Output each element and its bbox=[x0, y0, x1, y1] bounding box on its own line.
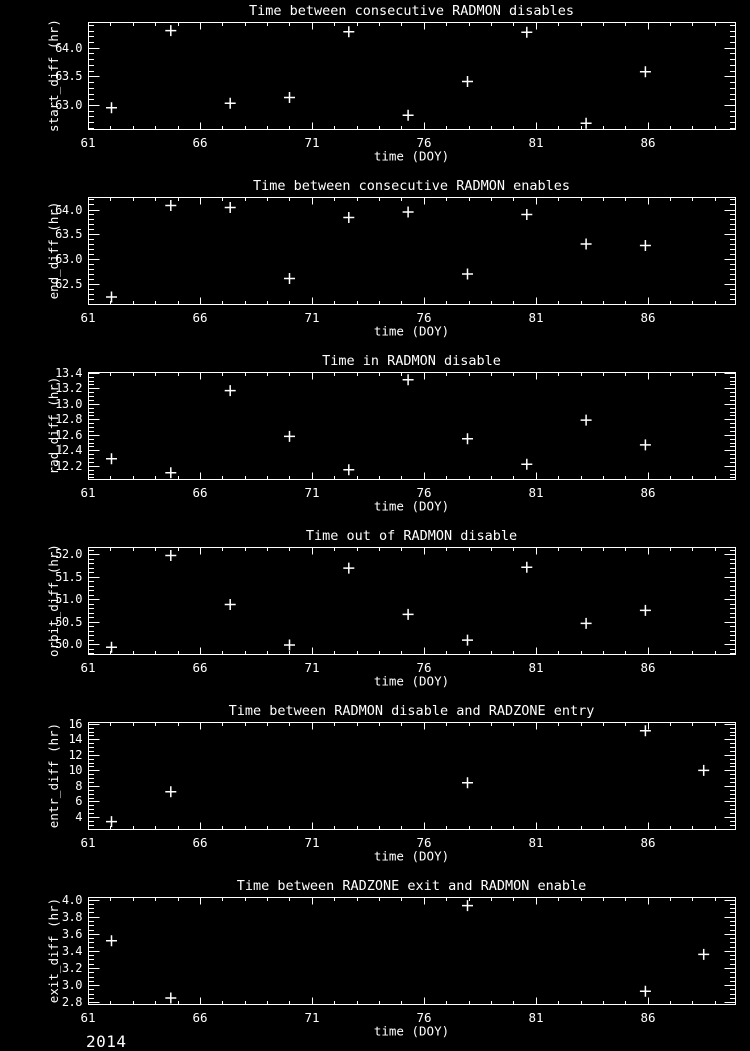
y-tick-label: 63.5 bbox=[55, 227, 82, 241]
y-axis-label: exit_diff (hr) bbox=[46, 897, 61, 1004]
x-tick-label: 66 bbox=[192, 135, 208, 150]
y-axis-label: end_diff (hr) bbox=[46, 201, 61, 300]
x-tick-label: 81 bbox=[528, 835, 544, 850]
x-axis-label: time (DOY) bbox=[373, 1023, 450, 1039]
plot-title: Time between RADZONE exit and RADMON enable bbox=[236, 878, 587, 894]
x-tick-label: 66 bbox=[192, 310, 208, 325]
y-tick-label: 3.4 bbox=[61, 944, 82, 958]
y-tick-label: 10 bbox=[68, 763, 82, 777]
x-tick-label: 61 bbox=[80, 310, 96, 325]
y-tick-label: 63.0 bbox=[55, 252, 82, 266]
x-tick-label: 86 bbox=[640, 485, 656, 500]
y-tick-label: 52.0 bbox=[55, 547, 82, 561]
axes-frame bbox=[89, 723, 736, 830]
scatter-panel-1 bbox=[0, 0, 750, 175]
y-tick-label: 3.8 bbox=[61, 910, 82, 924]
x-tick-label: 66 bbox=[192, 660, 208, 675]
y-axis-label: rad_diff (hr) bbox=[46, 376, 61, 475]
x-tick-label: 86 bbox=[640, 310, 656, 325]
y-tick-label: 51.0 bbox=[55, 592, 82, 606]
x-tick-label: 81 bbox=[528, 135, 544, 150]
data-points bbox=[106, 200, 651, 303]
y-tick-label: 12.4 bbox=[55, 443, 82, 457]
x-tick-label: 66 bbox=[192, 485, 208, 500]
x-axis-label: time (DOY) bbox=[373, 323, 450, 339]
x-tick-label: 71 bbox=[304, 1010, 320, 1025]
y-tick-label: 12 bbox=[68, 748, 82, 762]
scatter-panel-4 bbox=[0, 525, 750, 700]
plot-title: Time out of RADMON disable bbox=[305, 528, 518, 544]
x-tick-label: 76 bbox=[416, 835, 432, 850]
axes-frame bbox=[89, 23, 736, 130]
axes-frame bbox=[89, 373, 736, 480]
y-tick-label: 64.0 bbox=[55, 41, 82, 55]
y-tick-label: 12.8 bbox=[55, 412, 82, 426]
x-tick-label: 76 bbox=[416, 135, 432, 150]
y-tick-label: 51.5 bbox=[55, 570, 82, 584]
x-tick-label: 61 bbox=[80, 835, 96, 850]
x-tick-label: 61 bbox=[80, 1010, 96, 1025]
x-tick-label: 76 bbox=[416, 1010, 432, 1025]
year-label: 2014 bbox=[86, 1032, 127, 1051]
axes-frame bbox=[89, 898, 736, 1005]
x-tick-label: 81 bbox=[528, 485, 544, 500]
x-tick-label: 86 bbox=[640, 660, 656, 675]
x-tick-label: 71 bbox=[304, 310, 320, 325]
data-points bbox=[106, 725, 709, 827]
y-tick-label: 3.0 bbox=[61, 978, 82, 992]
y-tick-label: 63.0 bbox=[55, 98, 82, 112]
x-axis-label: time (DOY) bbox=[373, 848, 450, 864]
y-tick-label: 50.5 bbox=[55, 615, 82, 629]
y-tick-label: 6 bbox=[75, 794, 82, 808]
x-tick-label: 66 bbox=[192, 1010, 208, 1025]
data-points bbox=[106, 374, 651, 478]
data-points bbox=[106, 25, 651, 129]
x-tick-label: 76 bbox=[416, 310, 432, 325]
x-tick-label: 61 bbox=[80, 135, 96, 150]
x-tick-label: 71 bbox=[304, 135, 320, 150]
x-tick-label: 86 bbox=[640, 135, 656, 150]
y-tick-label: 12.6 bbox=[55, 428, 82, 442]
y-tick-label: 3.6 bbox=[61, 927, 82, 941]
y-axis-label: start_diff (hr) bbox=[46, 19, 61, 132]
x-tick-label: 86 bbox=[640, 835, 656, 850]
y-tick-label: 13.4 bbox=[55, 366, 82, 380]
x-axis-label: time (DOY) bbox=[373, 673, 450, 689]
y-tick-label: 3.2 bbox=[61, 961, 82, 975]
x-tick-label: 61 bbox=[80, 660, 96, 675]
data-points bbox=[106, 900, 709, 1003]
y-tick-label: 50.0 bbox=[55, 637, 82, 651]
x-tick-label: 71 bbox=[304, 835, 320, 850]
x-tick-label: 81 bbox=[528, 1010, 544, 1025]
x-tick-label: 81 bbox=[528, 310, 544, 325]
scatter-panel-5 bbox=[0, 700, 750, 875]
x-tick-label: 66 bbox=[192, 835, 208, 850]
scatter-panel-3 bbox=[0, 350, 750, 525]
y-tick-label: 13.2 bbox=[55, 381, 82, 395]
y-tick-label: 16 bbox=[68, 717, 82, 731]
x-axis-label: time (DOY) bbox=[373, 148, 450, 164]
x-tick-label: 76 bbox=[416, 485, 432, 500]
x-tick-label: 76 bbox=[416, 660, 432, 675]
y-axis-label: orbit_diff (hr) bbox=[46, 544, 61, 657]
x-tick-label: 71 bbox=[304, 485, 320, 500]
y-tick-label: 62.5 bbox=[55, 277, 82, 291]
data-points bbox=[106, 550, 651, 653]
x-axis-label: time (DOY) bbox=[373, 498, 450, 514]
y-tick-label: 4.0 bbox=[61, 893, 82, 907]
y-tick-label: 14 bbox=[68, 732, 82, 746]
x-tick-label: 86 bbox=[640, 1010, 656, 1025]
scatter-panel-2 bbox=[0, 175, 750, 350]
x-tick-label: 81 bbox=[528, 660, 544, 675]
plot-title: Time between RADMON disable and RADZONE entry bbox=[228, 703, 595, 719]
y-tick-label: 63.5 bbox=[55, 69, 82, 83]
y-tick-label: 8 bbox=[75, 779, 82, 793]
plot-title: Time between consecutive RADMON enables bbox=[253, 178, 570, 194]
axes-frame bbox=[89, 548, 736, 655]
y-axis-label: entr_diff (hr) bbox=[46, 722, 61, 829]
axes-frame bbox=[89, 198, 736, 305]
scatter-panel-6 bbox=[0, 875, 750, 1050]
x-tick-label: 61 bbox=[80, 485, 96, 500]
y-tick-label: 12.2 bbox=[55, 459, 82, 473]
plot-title: Time between consecutive RADMON disables bbox=[248, 3, 575, 19]
y-tick-label: 64.0 bbox=[55, 203, 82, 217]
y-tick-label: 4 bbox=[75, 810, 82, 824]
x-tick-label: 71 bbox=[304, 660, 320, 675]
y-tick-label: 2.8 bbox=[61, 995, 82, 1009]
y-tick-label: 13.0 bbox=[55, 397, 82, 411]
plot-title: Time in RADMON disable bbox=[322, 353, 501, 369]
